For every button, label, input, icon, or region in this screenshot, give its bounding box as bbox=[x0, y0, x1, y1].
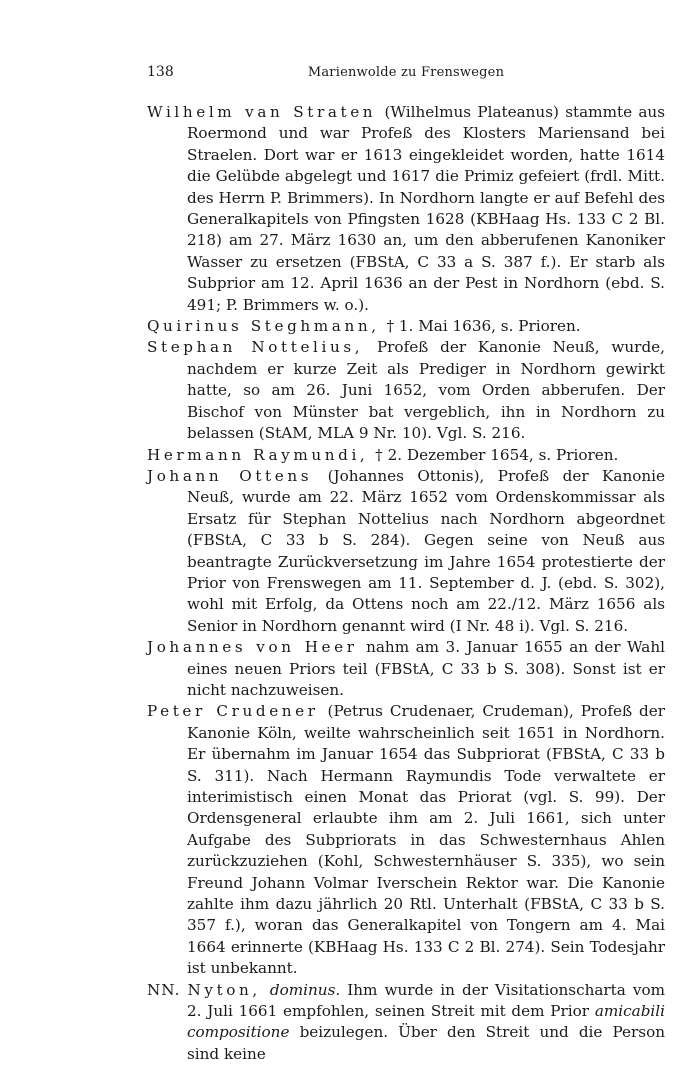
entry-name: Hermann Raymundi, bbox=[147, 445, 369, 464]
entry-stephan-nottelius bbox=[147, 337, 665, 444]
entry-name: Nyton, bbox=[187, 980, 261, 999]
entry-hermann-raymundi bbox=[147, 445, 665, 466]
entry-name: Johannes von Heer bbox=[147, 638, 358, 657]
entry-italic-title: dominus. bbox=[269, 980, 341, 999]
entry-text: (Wilhelmus Plateanus) stammte aus Roermond und war Profeß des Klosters Mariensand bei Straelen. Dort war er 1613 eingekleidet worden, hatte 1614 die Gelübde abgelegt und 1617 die Primiz gefeiert (frdl. Mitt. des Herrn P. Brimmers). In Nordhorn langte er auf Befehl des Generalkapitels von Pfingsten 1628 (KBHaag Hs. 133 C 2 Bl. 218) am 27. März 1630 an, um den abberufenen Kanoniker Wasser zu ersetzen (FBStA, C 33 a S. 387 f.). Er starb als Subprior am 12. April 1636 an der Pest in Nordhorn (ebd. S. 491; P. Brimmers w. o.). bbox=[187, 103, 665, 314]
entry-list bbox=[147, 102, 665, 1065]
running-head bbox=[147, 64, 665, 88]
entry-name: Stephan Nottelius, bbox=[147, 338, 364, 357]
entry-text: nahm am 3. Januar 1655 an der Wahl eines neuen Priors teil (FBStA, C 33 b S. 308). Sonst ist er nicht nachzuweisen. bbox=[187, 638, 665, 699]
entry-name-prefix: NN. bbox=[147, 980, 181, 999]
page-number: 138 bbox=[147, 64, 174, 80]
entry-name: Johann Ottens bbox=[147, 466, 313, 485]
entry-name: Quirinus Steghmann, bbox=[147, 317, 380, 336]
entry-text: Ihm wurde in der Visitationscharta vom 2. Juli 1661 empfohlen, seinen Streit mit dem Prior bbox=[187, 980, 666, 1021]
entry-wilhelm-van-straten bbox=[147, 102, 665, 316]
running-title: Marienwolde zu Frenswegen bbox=[307, 65, 505, 80]
entry-text: Profeß der Kanonie Neuß, wurde, nachdem er kurze Zeit als Prediger in Nordhorn gewirkt hatte, so am 26. Juni 1652, vom Orden abberufen. Der Bischof von Münster bat vergeblich, ihn in Nordhorn zu belassen (StAM, MLA 9 Nr. 10). Vgl. S. 216. bbox=[187, 338, 665, 443]
entry-name: Peter Crudener bbox=[147, 702, 319, 721]
entry-italic-phrase: amicabili compositione bbox=[187, 1002, 665, 1042]
entry-text-continued: beizulegen. Über den Streit und die Person sind keine bbox=[187, 1023, 665, 1063]
entry-text: (Johannes Ottonis), Profeß der Kanonie Neuß, wurde am 22. März 1652 vom Ordenskommissar als Ersatz für Stephan Nottelius nach Nordhorn abgeordnet (FBStA, C 33 b S. 284). Gegen seine von Neuß aus beantragte Zurückversetzung im Jahre 1654 protestierte der Prior von Frenswegen am 11. September d. J. (ebd. S. 302), wohl mit Erfolg, da Ottens noch am 22./12. März 1656 als Senior in Nordhorn genannt wird (I Nr. 48 i). Vgl. S. 216. bbox=[187, 466, 665, 635]
entry-text: † 1. Mai 1636, s. Prioren. bbox=[386, 317, 581, 336]
entry-johann-ottens bbox=[147, 466, 665, 637]
entry-peter-crudener bbox=[147, 701, 665, 979]
entry-text: (Petrus Crudenaer, Crudeman), Profeß der Kanonie Köln, weilte wahrscheinlich seit 1651 in Nordhorn. Er übernahm im Januar 1654 das Subpriorat (FBStA, C 33 b S. 311). Nach Hermann Raymundis Tode verwaltete er interimistisch einen Monat das Priorat (vgl. S. 99). Der Ordensgeneral erlaubte ihm am 2. Juli 1661, sich unter Aufgabe des Subpriorats in das Schwesternhaus Ahlen zurückzuziehen (Kohl, Schwesternhäuser S. 335), wo sein Freund Johann Volmar Iverschein Rektor war. Die Kanonie zahlte ihm dazu jährlich 20 Rtl. Unterhalt (FBStA, C 33 b S. 357 f.), woran das Generalkapitel von Tongern am 4. Mai 1664 erinnerte (KBHaag Hs. 133 C 2 Bl. 274). Sein Todesjahr ist unbekannt. bbox=[187, 702, 665, 978]
book-page bbox=[147, 64, 665, 1065]
entry-johannes-von-heer bbox=[147, 637, 665, 701]
entry-text: † 2. Dezember 1654, s. Prioren. bbox=[375, 445, 619, 464]
entry-name: Wilhelm van Straten bbox=[147, 103, 377, 121]
entry-nn-nyton bbox=[147, 980, 665, 1065]
entry-quirinus-steghmann bbox=[147, 316, 665, 337]
